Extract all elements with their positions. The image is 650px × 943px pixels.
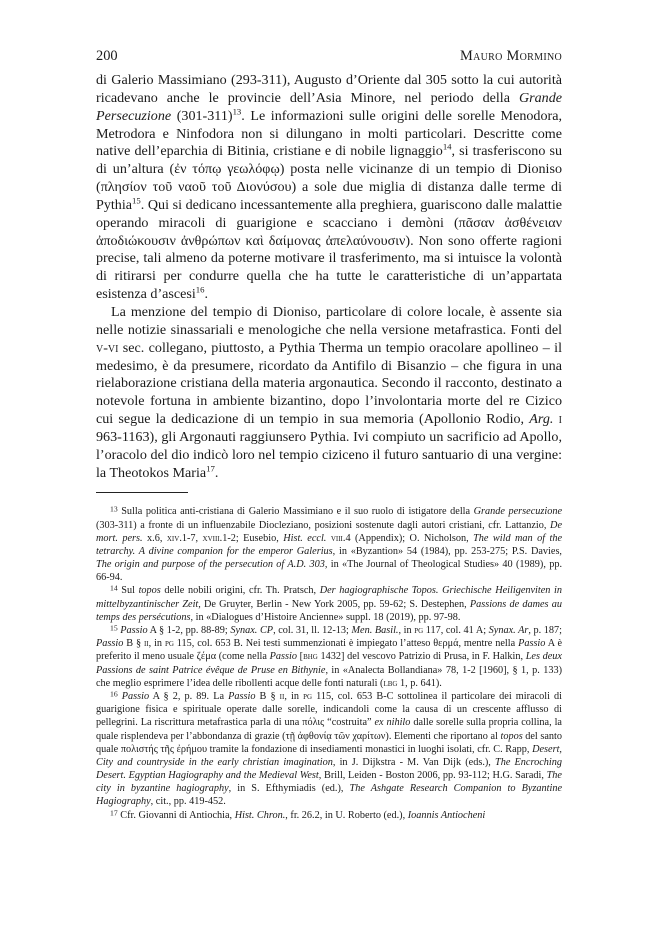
footnote-ref-15[interactable]: 15 bbox=[132, 195, 141, 206]
paragraph-1: di Galerio Massimiano (293-311), Augusto d’Oriente dal 305 sotto la cui autorità ricadevano anche le provincie dell’Asia Minore, nel periodo della Grande Persecuzione $(301-311)^{13}$. Le informazioni sulle origini delle sorelle Menodora, Metrodora e Ninfodora non si dilungano in molti particolari. Descritte come native dell’eparchia di Bitinia, cristiane e di nobile lignaggio$^{14}$, si trasferiscono su di un’altura (ἐν τόπῳ γεωλόφῳ) posta nelle vicinanze di un tempio di Dioniso (πλησίον τοῦ ναοῦ τοῦ Διονύσου) a sole due miglia di distanza dalle terme di Pythia$^{15}$. Qui si dedicano incessantemente alla preghiera, guariscono dalle malattie operando miracoli di guarigione e scacciano i demòni (πᾶσαν ἀσθένειαν ἀποδιώκουσιν ἀνθρώπων καὶ δαίμονας ἀπελαύνουσιν). Non sono offerte ragioni precise, tali almeno da poterne motivare il trasferimento, ma si intuisce la volontà di ritirarsi per condurre quella che ha tutte le caratteristiche di un’appartata esistenza d’ascesi$^{16}$. bbox=[96, 72, 562, 303]
footnote-ref-14[interactable]: 14 bbox=[442, 141, 452, 152]
main-text bbox=[96, 72, 562, 482]
footnotes bbox=[96, 505, 562, 821]
footnote-13: $^{13}$ Sulla politica anti-cristiana di Galerio Massimiano e il suo ruolo di istigatore della Grande persecuzione (303-311) a fronte di un influenzabile Diocleziano, posizioni sostenute dagli autori cristiani, cfr. Lattanzio, De mort. pers. x.6, xiv.1-7, xviii.1-2; Eusebio, Hist. eccl. viii.4 (Appendix); O. Nicholson, The wild man of the tetrarchy. A divine companion for the emperor Galerius, in «Byzantion» 54 (1984), pp. 253-275; P.S. Davies, The origin and purpose of the persecution of A.D. 303, in «The Journal of Theological Studies» 40 (1989), pp. 66-94. bbox=[96, 504, 563, 583]
footnote-14: $^{14}$ Sul topos delle nobili origini, cfr. Th. Pratsch, Der hagiographische Topos. Griechische Heiligenviten in mittelbyzantinischer Zeit, De Gruyter, Berlin - New York 2005, pp. 59-62; S. Destephen, Passions de dames au temps des persécutions, in «Dialogues d’Histoire Ancienne» suppl. 18 (2019), pp. 97-98. bbox=[96, 583, 563, 623]
footnote-ref-13[interactable]: 13 bbox=[232, 106, 242, 116]
paragraph-2: La menzione del tempio di Dioniso, particolare di colore locale, è assente sia nelle notizie sinassariali e menologiche che nella versione metafrastica. Fonti del v-vi sec. collegano, piuttosto, a Pythia Therma un tempio oracolare apollineo – il medesimo, è da presumere, ricordato da Antifilo di Bisanzio – che figura in una rielaborazione cristiana della materia argonautica. Secondo il racconto, destinato a notevole fortuna in ambiente bizantino, dopo l’involontaria morte del re Cizico cui segue la dedicazione di un tempio in sua memoria (Apollonio Rodio, Arg. i 963-1163), gli Argonauti raggiunsero Pythia. Ivi compiuto un sacrificio ad Apollo, l’oracolo del dio indicò loro nel tempio ciziceno il futuro santuario di una vergine: la Theotokos Maria$^{17}$. bbox=[96, 303, 562, 481]
page bbox=[96, 48, 562, 822]
emphasis: Grande Persecuzione bbox=[96, 89, 562, 124]
footnote-17: $^{17}$ Cfr. Giovanni di Antiochia, Hist. Chron., fr. 26.2, in U. Roberto (ed.), Ioannis Antiocheni bbox=[110, 807, 486, 821]
footnote-ref-17[interactable]: 17 bbox=[206, 462, 215, 473]
footnote-15: $^{15}$ Passio A § 1-2, pp. 88-89; Synax. CP, col. 31, ll. 12-13; Men. Basil., in pg 117, col. 41 A; Synax. Ar, p. 187; Passio B § ii, in pg 115, col. 653 B. Nei testi summenzionati è impiegato l’atteso θερμά, mentre nella Passio A è preferito il meno usuale ζέμα (come nella Passio [bhg 1432] del vescovo Patrizio di Prusa, in F. Halkin, Les deux Passions de saint Patrice évêque de Pruse en Bithynie, in «Analecta Bollandiana» 78, 1-2 [1960], § 1, p. 133) che meglio esprimere l’idea delle ribollenti acque delle fonti naturali (lbg 1, p. 641). bbox=[96, 623, 563, 689]
page-number: 200 bbox=[96, 48, 118, 64]
footnote-16: $^{16}$ Passio A § 2, p. 89. La Passio B § ii, in pg 115, col. 653 B-C sottolinea il particolare dei miracoli di guarigione fisica e spirituale operate dalle sorelle, indicandoli come la causa di un crescente afflusso di pellegrini. La riscrittura metafrastica parla di una πόλις “costruita” ex nihilo dalle sorelle sulla propria collina, la quale risplendeva per l’abbondanza di grazie (τῇ ἀφθονίᾳ τῶν χαρίτων). Elementi che riportano al topos del santo quale πολιστής τῆς ἐρήμου tramite la fondazione di insediamenti monastici in luoghi isolati, cfr. C. Rapp, Desert, City and countryside in the early christian imagination, in J. Dijkstra - M. Van Dijk (eds.), The Encroching Desert. Egyptian Hagiography and the Medieval West, Brill, Leiden - Boston 2006, pp. 93-112; H.G. Saradi, The city in byzantine hagiography, in S. Efthymiadis (ed.), The Ashgate Research Companion to Byzantine Hagiography, cit., pp. 419-452. bbox=[96, 689, 563, 807]
running-header bbox=[96, 48, 562, 70]
footnote-separator bbox=[96, 492, 188, 493]
footnote-ref-16[interactable]: 16 bbox=[195, 284, 205, 295]
running-head-author: Mauro Mormino bbox=[460, 48, 562, 64]
